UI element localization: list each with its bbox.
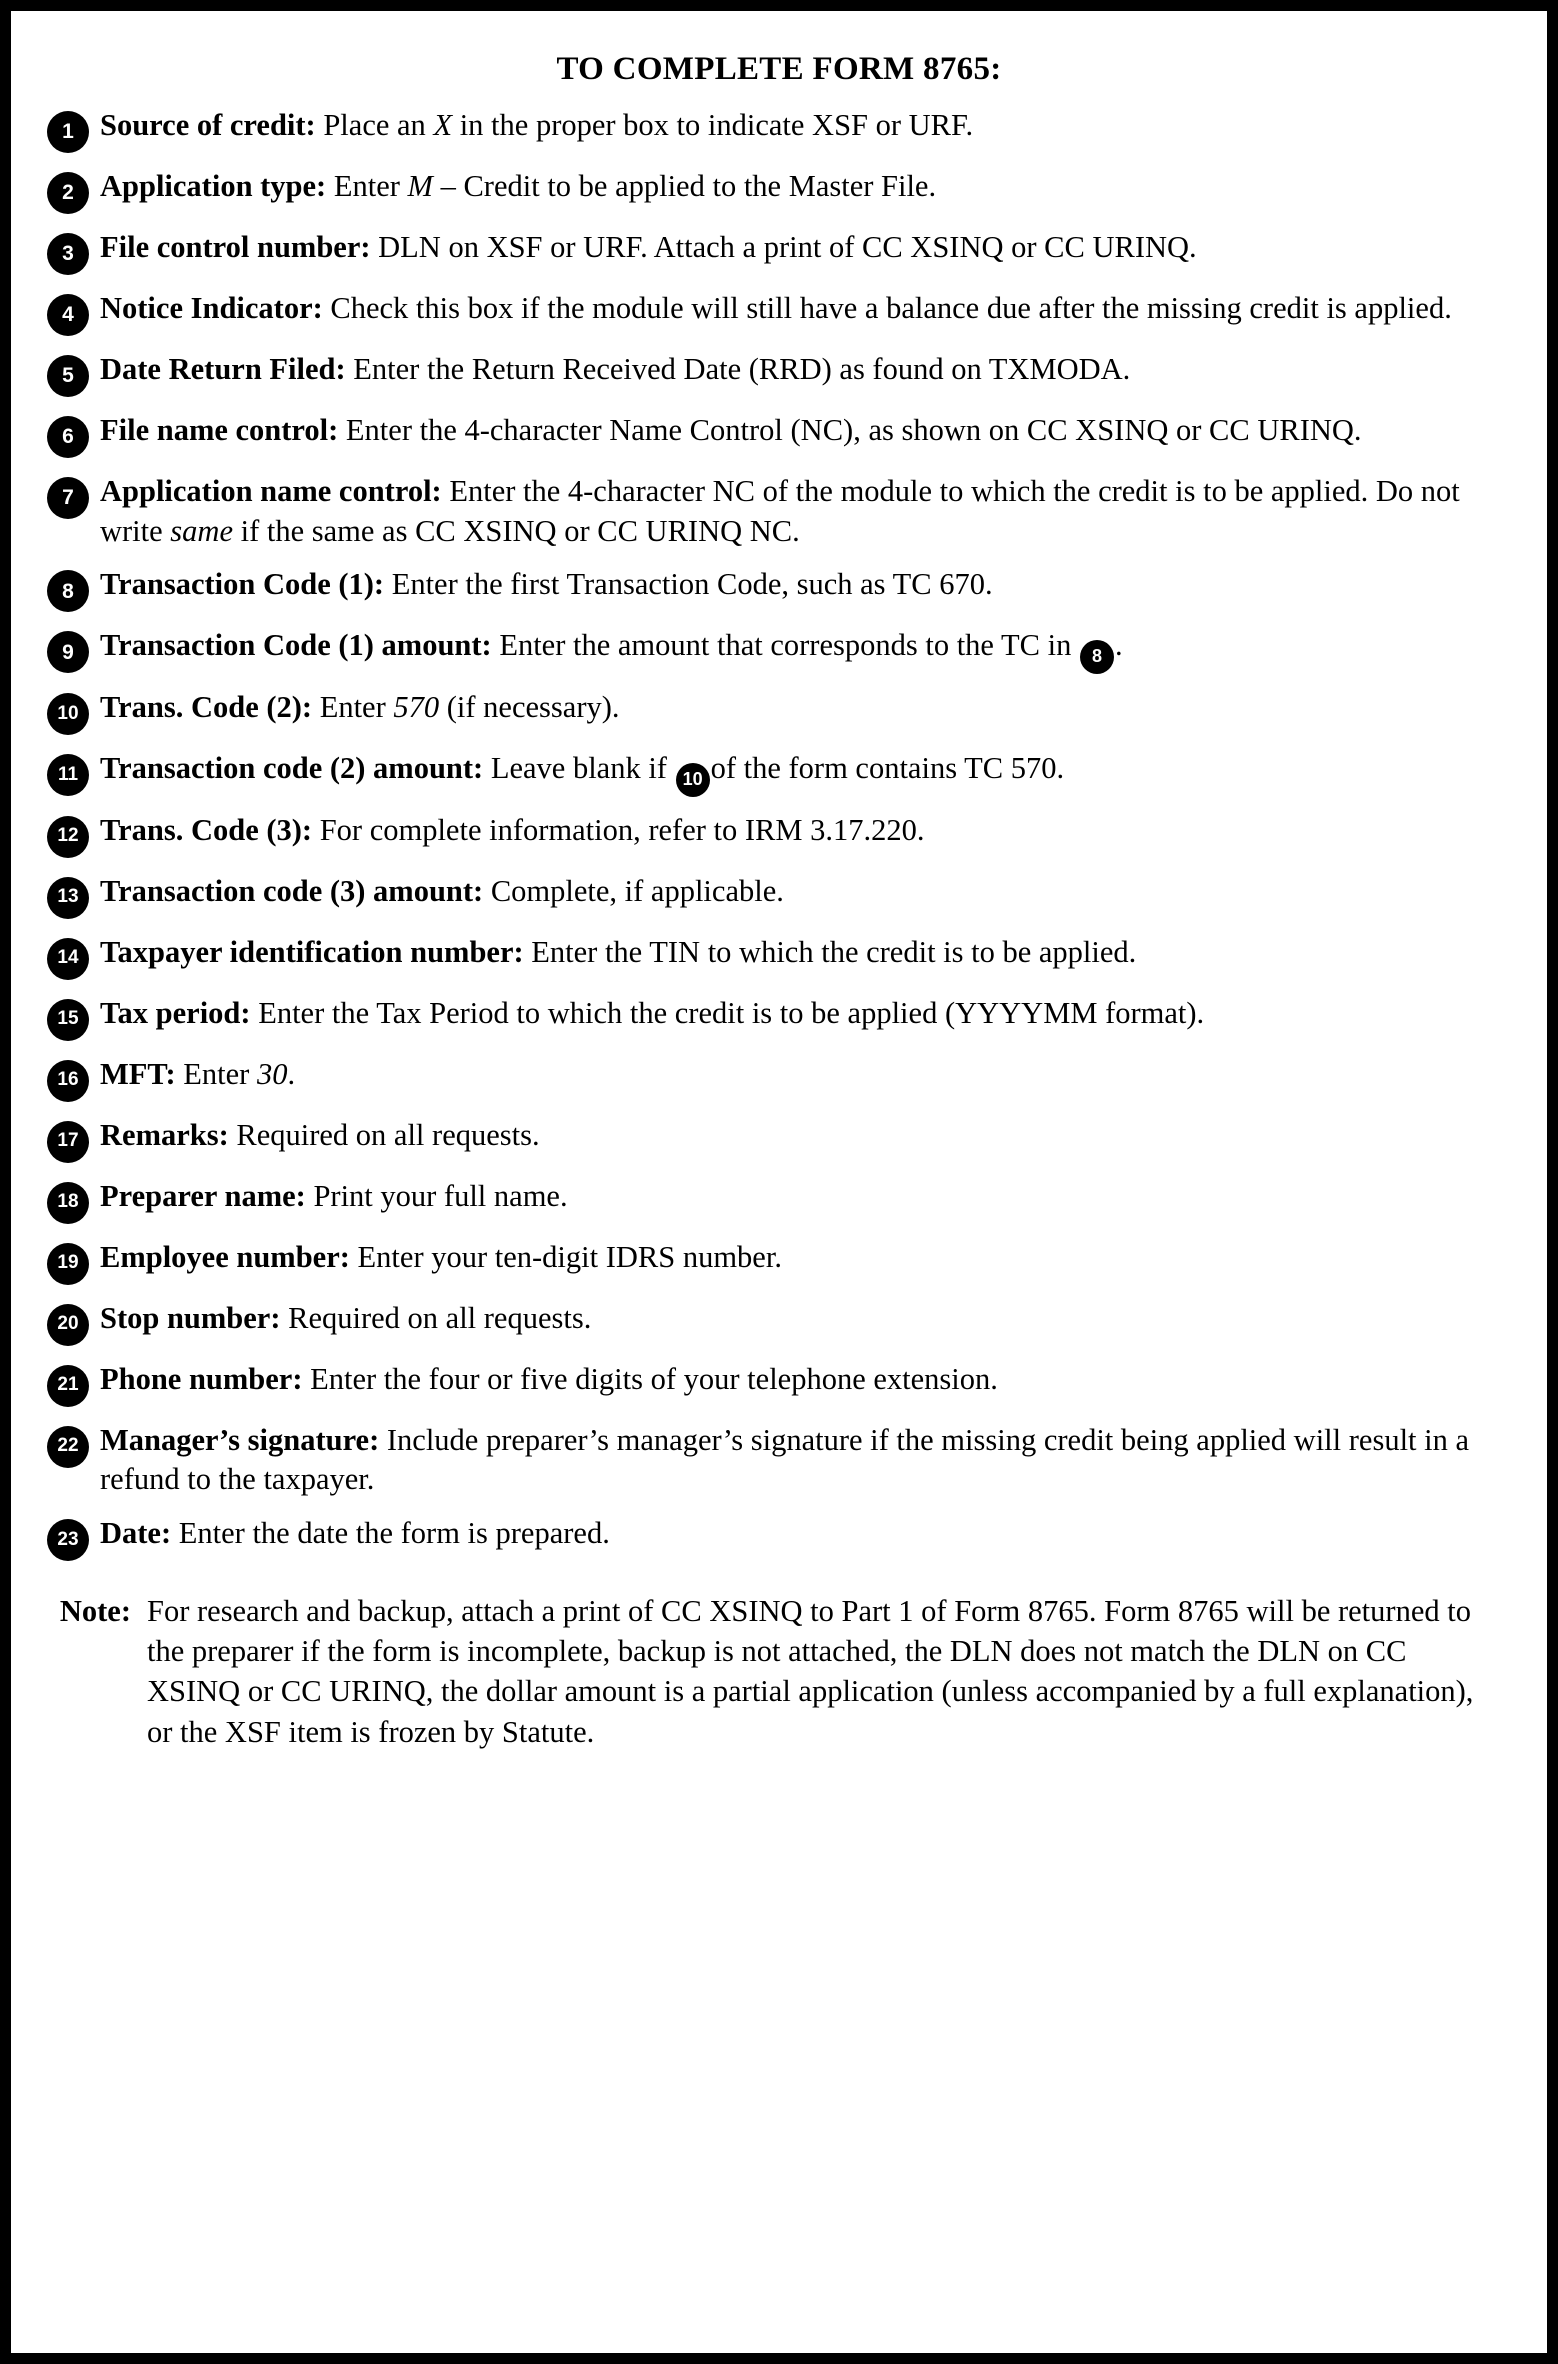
list-item [47,1514,1511,1561]
list-item [47,688,1511,735]
item-text: Enter the date the form is prepared. [171,1515,610,1550]
item-number-badge: 6 [47,416,89,458]
list-item [47,811,1511,858]
list-item [47,350,1511,397]
item-text: For complete information, refer to IRM 3.17.220. [312,812,925,847]
item-text: Enter the 4-character Name Control (NC), as shown on CC XSINQ or CC URINQ. [338,413,1362,447]
inline-reference-badge: 10 [676,763,710,797]
item-body [100,228,1511,268]
item-number-badge: 20 [47,1304,89,1346]
item-body [100,289,1511,329]
list-item [47,933,1511,980]
item-body [100,933,1511,973]
item-number-badge: 2 [47,172,89,214]
item-text: Print your full name. [305,1178,568,1213]
item-text-emphasis: same [170,513,233,548]
item-label: Trans. Code (2): [100,689,313,724]
item-label: Preparer name: [100,1178,306,1213]
item-text: Complete, if applicable. [483,873,784,908]
list-item [47,289,1511,336]
inline-reference-badge: 8 [1080,640,1114,674]
item-number-badge: 7 [47,477,89,519]
list-item [47,472,1511,551]
item-label: Taxpayer identification number: [100,934,524,969]
item-body [100,167,1511,207]
item-label: Manager’s signature: [100,1422,380,1457]
item-label: Notice Indicator: [100,291,323,325]
item-text: . [1115,628,1123,663]
item-text: Leave blank if [483,750,675,785]
item-text: Include preparer’s manager’s signature if the missing credit being applied will result in a refund to the taxpayer. [100,1422,1470,1497]
item-body [100,688,1511,728]
item-label: MFT: [100,1056,176,1091]
item-body [100,994,1511,1034]
item-text: if the same as CC XSINQ or CC URINQ NC. [232,513,800,548]
item-body [100,1116,1511,1156]
item-text: Enter the Tax Period to which the credit is to be applied (YYYYMM format). [250,995,1205,1030]
item-text-emphasis: X [433,108,453,142]
item-number-badge: 19 [47,1243,89,1285]
item-number-badge: 12 [47,816,89,858]
item-number-badge: 21 [47,1365,89,1407]
item-label: Transaction code (2) amount: [100,750,484,785]
item-label: Application name control: [100,474,442,508]
item-label: Transaction code (3) amount: [100,873,484,908]
item-number-badge: 11 [47,754,89,796]
item-body [100,1177,1511,1217]
item-label: Date Return Filed: [100,352,346,386]
item-text: Enter the amount that corresponds to the TC in [491,628,1079,663]
item-label: Remarks: [100,1117,229,1152]
note-block [47,1591,1511,1752]
item-number-badge: 5 [47,355,89,397]
item-text: – Credit to be applied to the Master File. [432,169,937,203]
item-number-badge: 23 [47,1519,89,1561]
item-body [100,1238,1511,1278]
item-body [100,749,1511,797]
item-label: Transaction Code (1) amount: [100,628,492,663]
item-number-badge: 15 [47,999,89,1041]
item-text: Enter [326,169,408,203]
item-text: Enter [175,1056,257,1091]
item-number-badge: 13 [47,877,89,919]
page-title: TO COMPLETE FORM 8765: [556,51,1002,87]
item-body [100,565,1511,605]
item-label: File name control: [100,413,339,447]
item-label: Application type: [100,169,327,203]
item-text: Enter the 4-character NC of the module to which the credit is to be applied. Do not write [100,474,1460,548]
instruction-list [47,106,1511,1561]
list-item [47,411,1511,458]
item-text: in the proper box to indicate XSF or URF. [452,108,974,142]
item-text: Enter the four or five digits of your telephone extension. [302,1361,998,1396]
list-item [47,1238,1511,1285]
list-item [47,106,1511,153]
item-text: (if necessary). [439,689,620,724]
item-label: Transaction Code (1): [100,567,385,602]
item-body [100,872,1511,912]
item-text: Check this box if the module will still have a balance due after the missing credit is applied. [322,291,1452,325]
item-label: Source of credit: [100,108,316,142]
item-body [100,1360,1511,1400]
item-body [100,106,1511,146]
item-body [100,411,1511,451]
item-label: Stop number: [100,1300,281,1335]
item-label: Employee number: [100,1239,350,1274]
item-body [100,1299,1511,1339]
item-text: Enter [312,689,394,724]
item-text: . [287,1056,296,1091]
item-label: File control number: [100,230,371,264]
note-text: For research and backup, attach a print of CC XSINQ to Part 1 of Form 8765. Form 8765 will be returned to the preparer if the form is incomplete, backup is not attached, the DLN does not match the DLN on CC XSINQ or CC URINQ, the dollar amount is a partial application (unless accompanied by a full explanation), or the XSF item is frozen by Statute. [147,1593,1474,1749]
item-text: DLN on XSF or URF. Attach a print of CC XSINQ or CC URINQ. [370,230,1197,264]
item-body [100,350,1511,390]
item-text-emphasis: 30 [256,1056,288,1091]
item-text: Required on all requests. [280,1300,592,1335]
list-item [47,1299,1511,1346]
item-text: Required on all requests. [228,1117,540,1152]
item-number-badge: 8 [47,570,89,612]
item-body [100,472,1511,551]
item-text: Enter the Return Received Date (RRD) as found on TXMODA. [345,352,1131,386]
item-number-badge: 22 [47,1426,89,1468]
list-item [47,1116,1511,1163]
item-text-emphasis: 570 [393,689,440,724]
item-number-badge: 1 [47,111,89,153]
item-number-badge: 9 [47,631,89,673]
item-number-badge: 16 [47,1060,89,1102]
item-label: Trans. Code (3): [100,812,313,847]
list-item [47,167,1511,214]
item-text: Place an [315,108,434,142]
item-number-badge: 10 [47,693,89,735]
item-label: Tax period: [100,995,251,1030]
list-item [47,565,1511,612]
list-item [47,994,1511,1041]
item-label: Phone number: [100,1361,303,1396]
list-item [47,1360,1511,1407]
item-text: Enter the first Transaction Code, such as TC 670. [384,567,993,602]
list-item [47,1055,1511,1102]
item-text-emphasis: M [407,169,433,203]
list-item [47,872,1511,919]
item-text: Enter your ten-digit IDRS number. [349,1239,782,1274]
list-item [47,1421,1511,1500]
item-text: of the form contains TC 570. [710,750,1065,785]
item-body [100,626,1511,674]
item-body [100,811,1511,851]
item-body [100,1421,1511,1500]
item-body [100,1055,1511,1095]
item-text: Enter the TIN to which the credit is to be applied. [523,934,1137,969]
item-number-badge: 4 [47,294,89,336]
item-number-badge: 17 [47,1121,89,1163]
item-label: Date: [100,1515,172,1550]
item-number-badge: 14 [47,938,89,980]
list-item [47,228,1511,275]
list-item [47,1177,1511,1224]
note-label: Note: [59,1593,131,1628]
list-item [47,626,1511,674]
item-body [100,1514,1511,1554]
list-item [47,749,1511,797]
item-number-badge: 3 [47,233,89,275]
item-number-badge: 18 [47,1182,89,1224]
